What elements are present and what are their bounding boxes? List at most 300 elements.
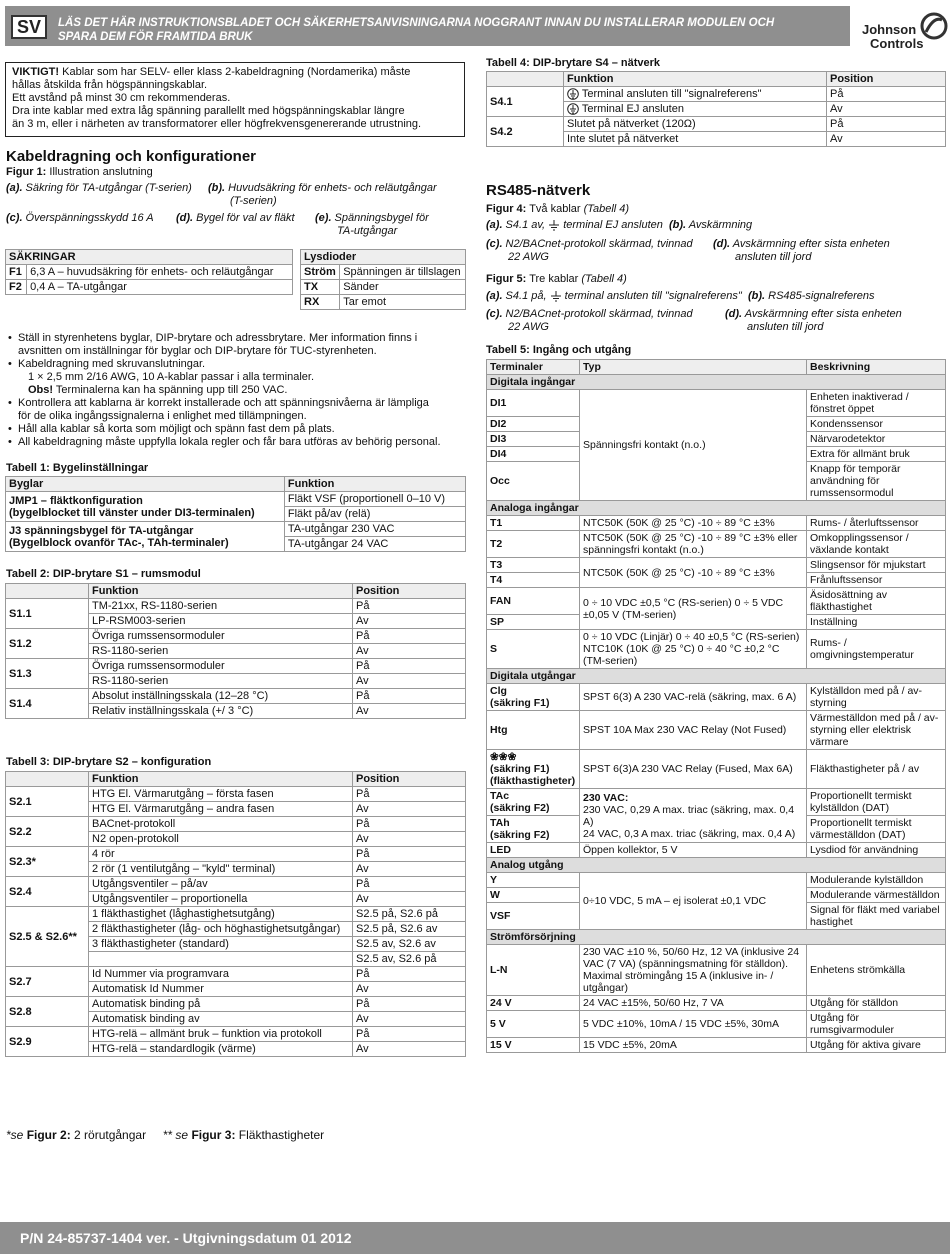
switch-function: RS-1180-serien (89, 674, 353, 689)
figure5-item-d (725, 308, 902, 334)
logo-text-line: Controls (870, 36, 924, 51)
terminal: Htg (487, 711, 580, 750)
item-text: Avskärmning efter sista enheten (742, 308, 902, 320)
figure-text: Illustration anslutning (46, 166, 153, 178)
io-table (486, 359, 946, 1053)
warning-lead: VIKTIGT! (12, 66, 60, 78)
col-header (6, 584, 89, 599)
terminal-type: Spänningsfri kontakt (n.o.) (580, 390, 807, 501)
terminal: T4 (487, 573, 580, 588)
list-text: Kontrollera att kablarna är korrekt installerade och att spänningsnivåerna är lämpliga (18, 397, 429, 409)
section-title-wiring: Kabeldragning och konfigurationer (6, 148, 257, 165)
terminal-type: SPST 6(3) A 230 VAC-relä (säkring, max. 6 A) (580, 684, 807, 711)
terminal: Occ (487, 462, 580, 501)
dip-s1-table (5, 583, 466, 719)
switch-function: Relativ inställningsskala (+/ 3 °C) (89, 704, 353, 719)
switch-function: Automatisk binding på (89, 997, 353, 1012)
table-row (6, 599, 466, 614)
logo-mark-icon (920, 12, 948, 40)
switch-position: På (353, 967, 466, 982)
terminal: W (487, 888, 580, 903)
switch-position: På (353, 659, 466, 674)
leds-table (300, 249, 466, 310)
item-letter: (a). (486, 219, 503, 231)
type-lead: 230 VAC: (583, 791, 629, 804)
table4-title: Tabell 4: DIP-brytare S4 – nätverk (486, 57, 661, 69)
item-text: (T-serien) (230, 195, 277, 208)
fuses-table (5, 249, 293, 295)
figure1-caption (6, 166, 153, 179)
footnote-text: 2 rörutgångar (70, 1128, 147, 1142)
switch-function: Övriga rumssensormoduler (89, 629, 353, 644)
table-row (6, 659, 466, 674)
fuse-id: F1 (6, 265, 27, 280)
dip-s2-table (5, 771, 466, 1057)
switch-function: RS-1180-serien (89, 644, 353, 659)
terminal: DI1 (487, 390, 580, 417)
switch-function: Automatisk binding av (89, 1012, 353, 1027)
figure5-caption (486, 273, 627, 286)
terminal-desc: Utgång för aktiva givare (807, 1038, 946, 1053)
terminal-desc: Signal för fläkt med variabel hastighet (807, 903, 946, 930)
type-line: NTC10K (10K @ 25 °C) 0 ÷ 40 °C ±0,2 °C (TM-serien) (583, 643, 780, 667)
ground-icon (567, 88, 579, 100)
warning-line: Ett avstånd på minst 30 cm rekommenderas. (12, 92, 231, 104)
col-header: Typ (580, 360, 807, 375)
col-header: Byglar (6, 477, 285, 492)
jumper-name-line: (bygelblocket till vänster under DI3-terminalen) (9, 506, 255, 519)
switch-position: Av (353, 1042, 466, 1057)
terminal-desc: Närvarodetektor (807, 432, 946, 447)
terminal: DI4 (487, 447, 580, 462)
terminal: S (487, 630, 580, 669)
list-item (18, 436, 476, 449)
switch-id: S1.3 (6, 659, 89, 689)
list-text: Kabeldragning med skruvanslutningar. (18, 358, 206, 370)
switch-position: S2.5 av, S2.6 av (353, 937, 466, 952)
terminal-desc: Modulerande värmeställdon (807, 888, 946, 903)
terminal: VSF (487, 903, 580, 930)
terminal-line: (fläkthastigheter) (490, 775, 576, 787)
item-text: Avskärmning (686, 219, 753, 231)
figure-ref: (Tabell 4) (581, 273, 627, 285)
switch-function: Utgångsventiler – proportionella (89, 892, 353, 907)
item-text: Huvudsäkring för enhets- och reläutgångar (225, 182, 437, 194)
terminal (487, 684, 580, 711)
switch-position: Av (353, 674, 466, 689)
col-header: Position (353, 584, 466, 599)
terminal-line: TAh (490, 817, 510, 829)
table-row (6, 629, 466, 644)
item-text: TA-utgångar (337, 225, 398, 238)
col-header: Beskrivning (807, 360, 946, 375)
terminal-type: SPST 6(3)A 230 VAC Relay (Fused, Max 6A) (580, 750, 807, 789)
item-letter: (b). (747, 290, 766, 302)
terminal: DI2 (487, 417, 580, 432)
terminal-desc: Enhetens strömkälla (807, 945, 946, 996)
terminal: 15 V (487, 1038, 580, 1053)
table-row (6, 967, 466, 982)
switch-id: S1.4 (6, 689, 89, 719)
logo-text-line: Johnson (862, 22, 917, 37)
switch-function: HTG El. Värmarutgång – första fasen (89, 787, 353, 802)
warning-line: än 3 m, eller i närheten av transformatorer eller högfrekvensgenererande utrustning. (12, 118, 422, 130)
col-header: Funktion (89, 772, 353, 787)
switch-position: Av (353, 704, 466, 719)
jumper-function: Fläkt på/av (relä) (284, 507, 465, 522)
terminal-line: TAc (490, 790, 510, 802)
table-row (6, 877, 466, 892)
item-letter: (e). (315, 212, 332, 224)
item-letter: (c). (486, 308, 503, 320)
switch-id: S2.7 (6, 967, 89, 997)
switch-function: 2 rör (1 ventilutgång – "kyld" terminal) (89, 862, 353, 877)
section-row: Analog utgång (487, 858, 946, 873)
switch-position: Av (353, 982, 466, 997)
terminal: Y (487, 873, 580, 888)
item-text: S4.1 på, (502, 290, 550, 302)
terminal-desc: Omkopplingssensor / växlande kontakt (807, 531, 946, 558)
terminal-desc: Kondenssensor (807, 417, 946, 432)
table2-title: Tabell 2: DIP-brytare S1 – rumsmodul (6, 568, 201, 580)
terminal-type: 0÷10 VDC, 5 mA – ej isolerat ±0,1 VDC (580, 873, 807, 930)
terminal-desc: Rums- / återluftssensor (807, 516, 946, 531)
terminal-type (580, 630, 807, 669)
terminal-line: (säkring F2) (490, 829, 550, 841)
switch-id: S2.3* (6, 847, 89, 877)
jumper-name (6, 522, 285, 552)
list-item (18, 358, 476, 397)
switch-position: Av (353, 892, 466, 907)
switch-position: S2.5 av, S2.6 på (353, 952, 466, 967)
table-row (6, 847, 466, 862)
switch-function: 3 fläkthastigheter (standard) (89, 937, 353, 952)
terminal-desc: Kylställdon med på / av-styrning (807, 684, 946, 711)
switch-function (564, 87, 827, 102)
terminal-type: Öppen kollektor, 5 V (580, 843, 807, 858)
table-row (6, 787, 466, 802)
jumper-name (6, 492, 285, 522)
terminal-line: Clg (490, 685, 507, 697)
switch-position: På (353, 817, 466, 832)
list-text: avsnitten om inställningar för byglar och DIP-brytare för TUC-styrenheten. (18, 345, 377, 357)
section-row: Digitala utgångar (487, 669, 946, 684)
col-header (6, 772, 89, 787)
section-title-rs485: RS485-nätverk (486, 182, 591, 199)
function-text: Terminal ansluten till "signalreferens" (581, 88, 762, 100)
item-letter: (d). (713, 238, 731, 250)
terminal: T1 (487, 516, 580, 531)
terminal-desc: Enheten inaktiverad / fönstret öppet (807, 390, 946, 417)
terminal-line: (säkring F2) (490, 802, 550, 814)
terminal: FAN (487, 588, 580, 615)
list-text: 1 × 2,5 mm 2/16 AWG, 10 A-kablar passar i alla terminaler. (28, 371, 315, 383)
item-text: RS485-signalreferens (765, 290, 875, 302)
fuse-desc: 0,4 A – TA-utgångar (27, 280, 293, 295)
switch-function: N2 open-protokoll (89, 832, 353, 847)
jumper-function: TA-utgångar 24 VAC (284, 537, 465, 552)
terminal: DI3 (487, 432, 580, 447)
switch-position: På (353, 689, 466, 704)
item-text: terminal ansluten till "signalreferens" (561, 290, 742, 302)
warning-line: hållas åtskilda från högspänningskablar. (12, 79, 208, 91)
terminal-desc: Äsidosättning av fläkthastighet (807, 588, 946, 615)
jumper-name-line: (Bygelblock ovanför TAc-, TAh-terminaler) (9, 536, 229, 549)
terminal-desc: Utgång för ställdon (807, 996, 946, 1011)
table1-title: Tabell 1: Bygelinställningar (6, 462, 149, 474)
terminal (487, 789, 580, 816)
switch-position: På (353, 629, 466, 644)
led-desc: Tar emot (340, 295, 466, 310)
col-header: Funktion (284, 477, 465, 492)
footnote-text: *se (6, 1128, 27, 1142)
footnote-text: Fläkthastigheter (235, 1128, 325, 1142)
switch-function: Automatisk Id Nummer (89, 982, 353, 997)
switch-position: Av (353, 862, 466, 877)
instructions-list (6, 332, 476, 449)
led-desc: Spänningen är tillslagen (340, 265, 466, 280)
list-text: Håll alla kablar så korta som möjligt och spänn fast dem på plats. (18, 423, 335, 435)
switch-function: Övriga rumssensormoduler (89, 659, 353, 674)
company-logo (862, 12, 946, 52)
switch-position: Av (353, 614, 466, 629)
type-line: 24 VAC, 0,3 A max. triac (säkring, max. 0,4 A) (583, 827, 796, 840)
item-letter: (a). (6, 182, 23, 194)
switch-position: Av (353, 832, 466, 847)
item-text: N2/BACnet-protokoll skärmad, tvinnad (502, 308, 693, 320)
terminal: T3 (487, 558, 580, 573)
terminal-desc: Frånluftssensor (807, 573, 946, 588)
switch-position: Av (827, 132, 946, 147)
switch-position: S2.5 på, S2.6 på (353, 907, 466, 922)
switch-id: S2.5 & S2.6** (6, 907, 89, 967)
terminal: 5 V (487, 1011, 580, 1038)
figure1-item-b (208, 182, 437, 208)
part-number: P/N 24-85737-1404 ver. - Utgivningsdatum 01 2012 (20, 1230, 352, 1246)
switch-position: På (353, 877, 466, 892)
terminal-type (580, 789, 807, 843)
terminal (487, 750, 580, 789)
jumper-function: TA-utgångar 230 VAC (284, 522, 465, 537)
list-item (18, 423, 476, 436)
ground-icon (567, 103, 579, 115)
section-row: Strömförsörjning (487, 930, 946, 945)
col-header: Terminaler (487, 360, 580, 375)
switch-function: Inte slutet på nätverket (564, 132, 827, 147)
switch-position: Av (827, 102, 946, 117)
header-notice-line: SPARA DEM FÖR FRAMTIDA BRUK (58, 31, 253, 43)
item-letter: (d). (176, 212, 194, 224)
terminal-desc: Värmeställdon med på / av-styrning eller elektrisk värmare (807, 711, 946, 750)
leds-header: Lysdioder (301, 250, 466, 265)
figure1-item-a (6, 182, 192, 195)
list-item (18, 332, 476, 358)
terminal-desc: Slingsensor för mjukstart (807, 558, 946, 573)
item-text: ansluten till jord (747, 321, 824, 334)
led-id: Ström (301, 265, 340, 280)
item-letter: (c). (486, 238, 503, 250)
col-header: Funktion (564, 72, 827, 87)
note-lead: Obs! (28, 384, 54, 396)
terminal-desc: Rums- / omgivningstemperatur (807, 630, 946, 669)
terminal-type: 230 VAC ±10 %, 50/60 Hz, 12 VA (inklusive 24 VAC (7 VA) (spänningsmatning för ställdon). Maximal strömingång 15 A (inklusive in- / utgångar) (580, 945, 807, 996)
header-notice-line: LÄS DET HÄR INSTRUKTIONSBLADET OCH SÄKERHETSANVISNINGARNA NOGGRANT INNAN DU INSTALLERAR MODULEN OCH (58, 17, 775, 29)
language-badge: SV (11, 15, 47, 39)
terminal-desc: Proportionellt termiskt värmeställdon (DAT) (807, 816, 946, 843)
terminal-desc: Fläkthastigheter på / av (807, 750, 946, 789)
jumper-name-line: J3 spänningsbygel för TA-utgångar (9, 524, 194, 537)
switch-id: S2.8 (6, 997, 89, 1027)
switch-id: S2.4 (6, 877, 89, 907)
terminal-line: (säkring F1) (490, 697, 550, 709)
switch-id: S2.1 (6, 787, 89, 817)
item-text: 22 AWG (508, 251, 549, 264)
warning-line: Kablar som har SELV- eller klass 2-kabeldragning (Nordamerika) måste (59, 66, 411, 78)
footnote-text: ** se (162, 1128, 192, 1142)
terminal-desc: Utgång för rumsgivarmoduler (807, 1011, 946, 1038)
terminal-desc: Proportionellt termiskt kylställdon (DAT) (807, 789, 946, 816)
terminal (487, 816, 580, 843)
ground-icon (550, 290, 562, 302)
switch-function: Slutet på nätverket (120Ω) (564, 117, 827, 132)
table3-title: Tabell 3: DIP-brytare S2 – konfiguration (6, 756, 212, 768)
figure-text: Två kablar (526, 203, 584, 215)
table-row (6, 689, 466, 704)
figure-label: Figur 4: (486, 203, 527, 215)
item-letter: (b). (208, 182, 226, 194)
fuse-desc: 6,3 A – huvudsäkring för enhets- och reläutgångar (27, 265, 293, 280)
figure1-item-c (6, 212, 154, 225)
switch-function: LP-RSM003-serien (89, 614, 353, 629)
figure-ref: (Tabell 4) (583, 203, 630, 215)
item-letter: (a). (486, 290, 503, 302)
warning-line: Dra inte kablar med extra låg spänning parallellt med högspänningskablar längre (12, 105, 405, 117)
switch-position: Av (353, 802, 466, 817)
figure-label: Figur 1: (6, 166, 47, 178)
footnote-ref: Figur 2: (26, 1128, 71, 1142)
fuses-header: SÄKRINGAR (6, 250, 293, 265)
switch-position: På (353, 787, 466, 802)
terminal-type: 5 VDC ±10%, 10mA / 15 VDC ±5%, 30mA (580, 1011, 807, 1038)
terminal-desc: Lysdiod för användning (807, 843, 946, 858)
terminal-type: 24 VAC ±15%, 50/60 Hz, 7 VA (580, 996, 807, 1011)
list-text: för de olika ingångssignalerna i enlighet med tillämpningen. (18, 410, 307, 422)
figure1-item-d (176, 212, 295, 225)
terminal-type: NTC50K (50K @ 25 °C) -10 ÷ 89 °C ±3% (580, 516, 807, 531)
switch-function: Utgångsventiler – på/av (89, 877, 353, 892)
jumper-function: Fläkt VSF (proportionell 0–10 V) (284, 492, 465, 507)
footnote-ref: Figur 3: (191, 1128, 236, 1142)
list-item (18, 397, 476, 423)
figure-text: Tre kablar (526, 273, 582, 285)
footnote (6, 1128, 324, 1142)
col-header: Funktion (89, 584, 353, 599)
col-header: Position (353, 772, 466, 787)
switch-position: Av (353, 644, 466, 659)
switch-function: HTG-relä – standardlogik (värme) (89, 1042, 353, 1057)
figure4-item-ab (486, 219, 752, 232)
item-text: Säkring för TA-utgångar (T-serien) (22, 182, 192, 194)
list-text: All kabeldragning måste uppfylla lokala regler och får bara utföras av behörig personal. (18, 436, 441, 448)
switch-position: På (353, 847, 466, 862)
led-desc: Sänder (340, 280, 466, 295)
fuse-id: F2 (6, 280, 27, 295)
terminal: SP (487, 615, 580, 630)
dip-s4-table (486, 71, 946, 147)
terminal-type: NTC50K (50K @ 25 °C) -10 ÷ 89 °C ±3% eller spänningsfri kontakt (n.o.) (580, 531, 807, 558)
jumper-name-line: JMP1 – fläktkonfiguration (9, 494, 143, 507)
col-header (487, 72, 564, 87)
function-text: Terminal EJ ansluten (581, 103, 684, 116)
led-id: RX (301, 295, 340, 310)
terminal-type: 0 ÷ 10 VDC ±0,5 °C (RS-serien) 0 ÷ 5 VDC ±0,05 V (TM-serien) (580, 588, 807, 630)
col-header: Position (827, 72, 946, 87)
table-row (6, 1027, 466, 1042)
figure5-item-c (486, 308, 693, 334)
switch-function (89, 952, 353, 967)
item-text: N2/BACnet-protokoll skärmad, tvinnad (502, 238, 693, 250)
switch-function: 1 fläkthastighet (låghastighetsutgång) (89, 907, 353, 922)
table-row (6, 907, 466, 922)
terminal-type: NTC50K (50K @ 25 °C) -10 ÷ 89 °C ±3% (580, 558, 807, 588)
switch-function: HTG El. Värmarutgång – andra fasen (89, 802, 353, 817)
switch-function: 2 fläkthastigheter (låg- och höghastighetsutgångar) (89, 922, 353, 937)
terminal: T2 (487, 531, 580, 558)
type-line: 0 ÷ 10 VDC (Linjär) 0 ÷ 40 ±0,5 °C (RS-serien) (583, 631, 800, 643)
terminal-desc: Extra för allmänt bruk (807, 447, 946, 462)
table-row (6, 817, 466, 832)
terminal-type: SPST 10A Max 230 VAC Relay (Not Fused) (580, 711, 807, 750)
figure-label: Figur 5: (486, 273, 527, 285)
switch-position: På (827, 87, 946, 102)
terminal-line: (säkring F1) (490, 763, 550, 775)
switch-id: S1.2 (6, 629, 89, 659)
switch-id: S2.9 (6, 1027, 89, 1057)
item-text: ansluten till jord (735, 251, 812, 264)
item-letter: (b). (669, 219, 687, 231)
figure5-item-ab (486, 290, 875, 303)
item-text: Spänningsbygel för (331, 212, 429, 224)
table-row (6, 997, 466, 1012)
figure4-caption (486, 203, 629, 216)
section-row: Digitala ingångar (487, 375, 946, 390)
table5-title: Tabell 5: Ingång och utgång (486, 344, 632, 356)
figure4-item-c (486, 238, 693, 264)
switch-id: S2.2 (6, 817, 89, 847)
terminal-desc: Inställning (807, 615, 946, 630)
switch-function: TM-21xx, RS-1180-serien (89, 599, 353, 614)
terminal: 24 V (487, 996, 580, 1011)
ground-icon (548, 219, 560, 231)
switch-id: S4.2 (487, 117, 564, 147)
list-text: Ställ in styrenhetens byglar, DIP-brytare och adressbrytare. Mer information finns i (18, 332, 418, 344)
led-id: TX (301, 280, 340, 295)
item-text: terminal EJ ansluten (560, 219, 666, 231)
switch-position: På (353, 997, 466, 1012)
item-text: Överspänningsskydd 16 A (22, 212, 154, 224)
header-notice (58, 16, 838, 44)
item-letter: (d). (725, 308, 743, 320)
switch-function: Id Nummer via programvara (89, 967, 353, 982)
switch-position: S2.5 på, S2.6 av (353, 922, 466, 937)
switch-id: S4.1 (487, 87, 564, 117)
terminal: LED (487, 843, 580, 858)
list-text: Terminalerna kan ha spänning upp till 250 VAC. (53, 384, 288, 396)
fan-icon: ❀❀❀ (490, 751, 517, 763)
switch-function: BACnet-protokoll (89, 817, 353, 832)
jumper-table (5, 476, 466, 552)
item-text: Bygel för val av fläkt (193, 212, 295, 224)
